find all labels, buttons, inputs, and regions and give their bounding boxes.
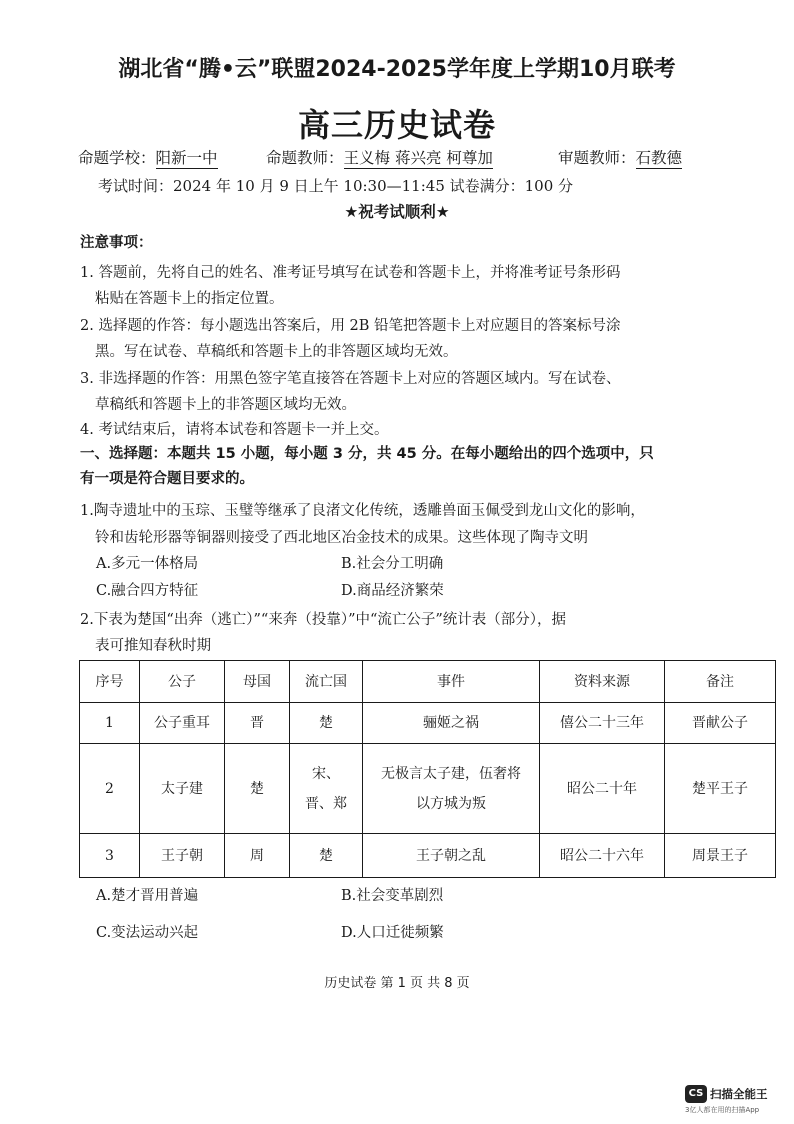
q2-option-c: C.变法运动兴起 <box>96 925 199 941</box>
table-header-cell: 母国 <box>225 661 290 703</box>
table-cell: 晋 <box>225 703 290 744</box>
teacher-label: 命题教师： <box>266 149 344 167</box>
table-cell: 晋献公子 <box>665 703 776 744</box>
q1-option-a: A.多元一体格局 <box>96 556 199 572</box>
table-cell: 公子重耳 <box>140 703 225 744</box>
notes-line: 黑。写在试卷、草稿纸和答题卡上的非答题区域均无效。 <box>95 344 458 360</box>
table-cell: 太子建 <box>140 744 225 834</box>
teacher-names: 王义梅 蒋兴亮 柯尊加 <box>343 149 493 167</box>
scanner-brand-name: 扫描全能王 <box>710 1087 768 1101</box>
table-cell: 楚 <box>225 744 290 834</box>
table-cell: 楚平王子 <box>665 744 776 834</box>
scanner-brand-slogan: 3亿人都在用的扫描App <box>685 1106 760 1114</box>
table-cell: 1 <box>80 703 140 744</box>
q1-stem: 1.陶寺遗址中的玉琮、玉璧等继承了良渚文化传统，透雕兽面玉佩受到龙山文化的影响， <box>80 503 645 519</box>
exiled-princes-table <box>79 660 776 878</box>
table-cell: 王子朝 <box>140 834 225 878</box>
school-label: 命题学校： <box>78 149 156 167</box>
table-cell: 昭公二十六年 <box>540 834 665 878</box>
page-footer: 历史试卷 第 1 页 共 8 页 <box>324 976 470 991</box>
table-cell: 骊姬之祸 <box>363 703 540 744</box>
table-header-cell: 事件 <box>363 661 540 703</box>
table-cell: 2 <box>80 744 140 834</box>
table-cell: 僖公二十三年 <box>540 703 665 744</box>
q1-stem: 铃和齿轮形器等铜器则接受了西北地区冶金技术的成果。这些体现了陶寺文明 <box>95 530 588 546</box>
table-cell: 3 <box>80 834 140 878</box>
q1-option-d: D.商品经济繁荣 <box>341 583 444 599</box>
table-cell: 周景王子 <box>665 834 776 878</box>
school-name: 阳新一中 <box>155 149 218 167</box>
notes-line: 3. 非选择题的作答：用黑色签字笔直接答在答题卡上对应的答题区域内。写在试卷、 <box>80 371 621 387</box>
exam-title: 高三历史试卷 <box>297 106 496 144</box>
table-row <box>80 703 776 744</box>
reviewer-name: 石教德 <box>635 149 683 167</box>
q2-option-d: D.人口迁徙频繁 <box>341 925 444 941</box>
table-cell: 昭公二十年 <box>540 744 665 834</box>
notes-line: 1. 答题前，先将自己的姓名、准考证号填写在试卷和答题卡上，并将准考证号条形码 <box>80 265 621 281</box>
notes-line: 4. 考试结束后，请将本试卷和答题卡一并上交。 <box>80 422 389 438</box>
notes-heading: 注意事项： <box>80 235 153 251</box>
q1-option-b: B.社会分工明确 <box>341 556 444 572</box>
good-luck-line: ★祝考试顺利★ <box>344 203 450 221</box>
q1-option-c: C.融合四方特征 <box>96 583 199 599</box>
q2-stem: 2.下表为楚国“出奔（逃亡）”“来奔（投靠）”中“流亡公子”统计表（部分），据 <box>80 612 567 628</box>
table-cell: 宋、晋、郑 <box>290 744 363 834</box>
notes-line: 2. 选择题的作答：每小题选出答案后，用 2B 铅笔把答题卡上对应题目的答案标号涂 <box>80 318 621 334</box>
table-cell: 楚 <box>290 834 363 878</box>
notes-line: 草稿纸和答题卡上的非答题区域均无效。 <box>95 397 356 413</box>
table-header-cell: 备注 <box>665 661 776 703</box>
table-cell: 无极言太子建，伍奢将以方城为叛 <box>363 744 540 834</box>
table-cell: 周 <box>225 834 290 878</box>
table-header-row <box>80 661 776 703</box>
q2-option-a: A.楚才晋用普遍 <box>96 888 199 904</box>
table-header-cell: 流亡国 <box>290 661 363 703</box>
reviewer-info <box>558 146 682 168</box>
teacher-info <box>266 146 493 168</box>
section-heading: 一、选择题：本题共 15 小题，每小题 3 分，共 45 分。在每小题给出的四个选项中，只 <box>80 446 654 462</box>
table-header-cell: 资料来源 <box>540 661 665 703</box>
section-heading: 有一项是符合题目要求的。 <box>80 471 254 487</box>
table-row <box>80 744 776 834</box>
table-row <box>80 834 776 878</box>
reviewer-label: 审题教师： <box>558 149 636 167</box>
header-title: 湖北省“腾•云”联盟2024-2025学年度上学期10月联考 <box>118 57 676 82</box>
q2-option-b: B.社会变革剧烈 <box>341 888 444 904</box>
table-header-cell: 序号 <box>80 661 140 703</box>
exam-time-line: 考试时间：2024 年 10 月 9 日上午 10:30—11:45 试卷满分：100 分 <box>98 177 574 195</box>
table-cell: 王子朝之乱 <box>363 834 540 878</box>
table-header-cell: 公子 <box>140 661 225 703</box>
notes-line: 粘贴在答题卡上的指定位置。 <box>95 291 284 307</box>
table-cell: 楚 <box>290 703 363 744</box>
camscanner-logo-icon: CS <box>685 1085 707 1103</box>
school-info <box>78 146 218 168</box>
q2-stem: 表可推知春秋时期 <box>95 638 211 654</box>
scanner-watermark <box>685 1085 785 1117</box>
